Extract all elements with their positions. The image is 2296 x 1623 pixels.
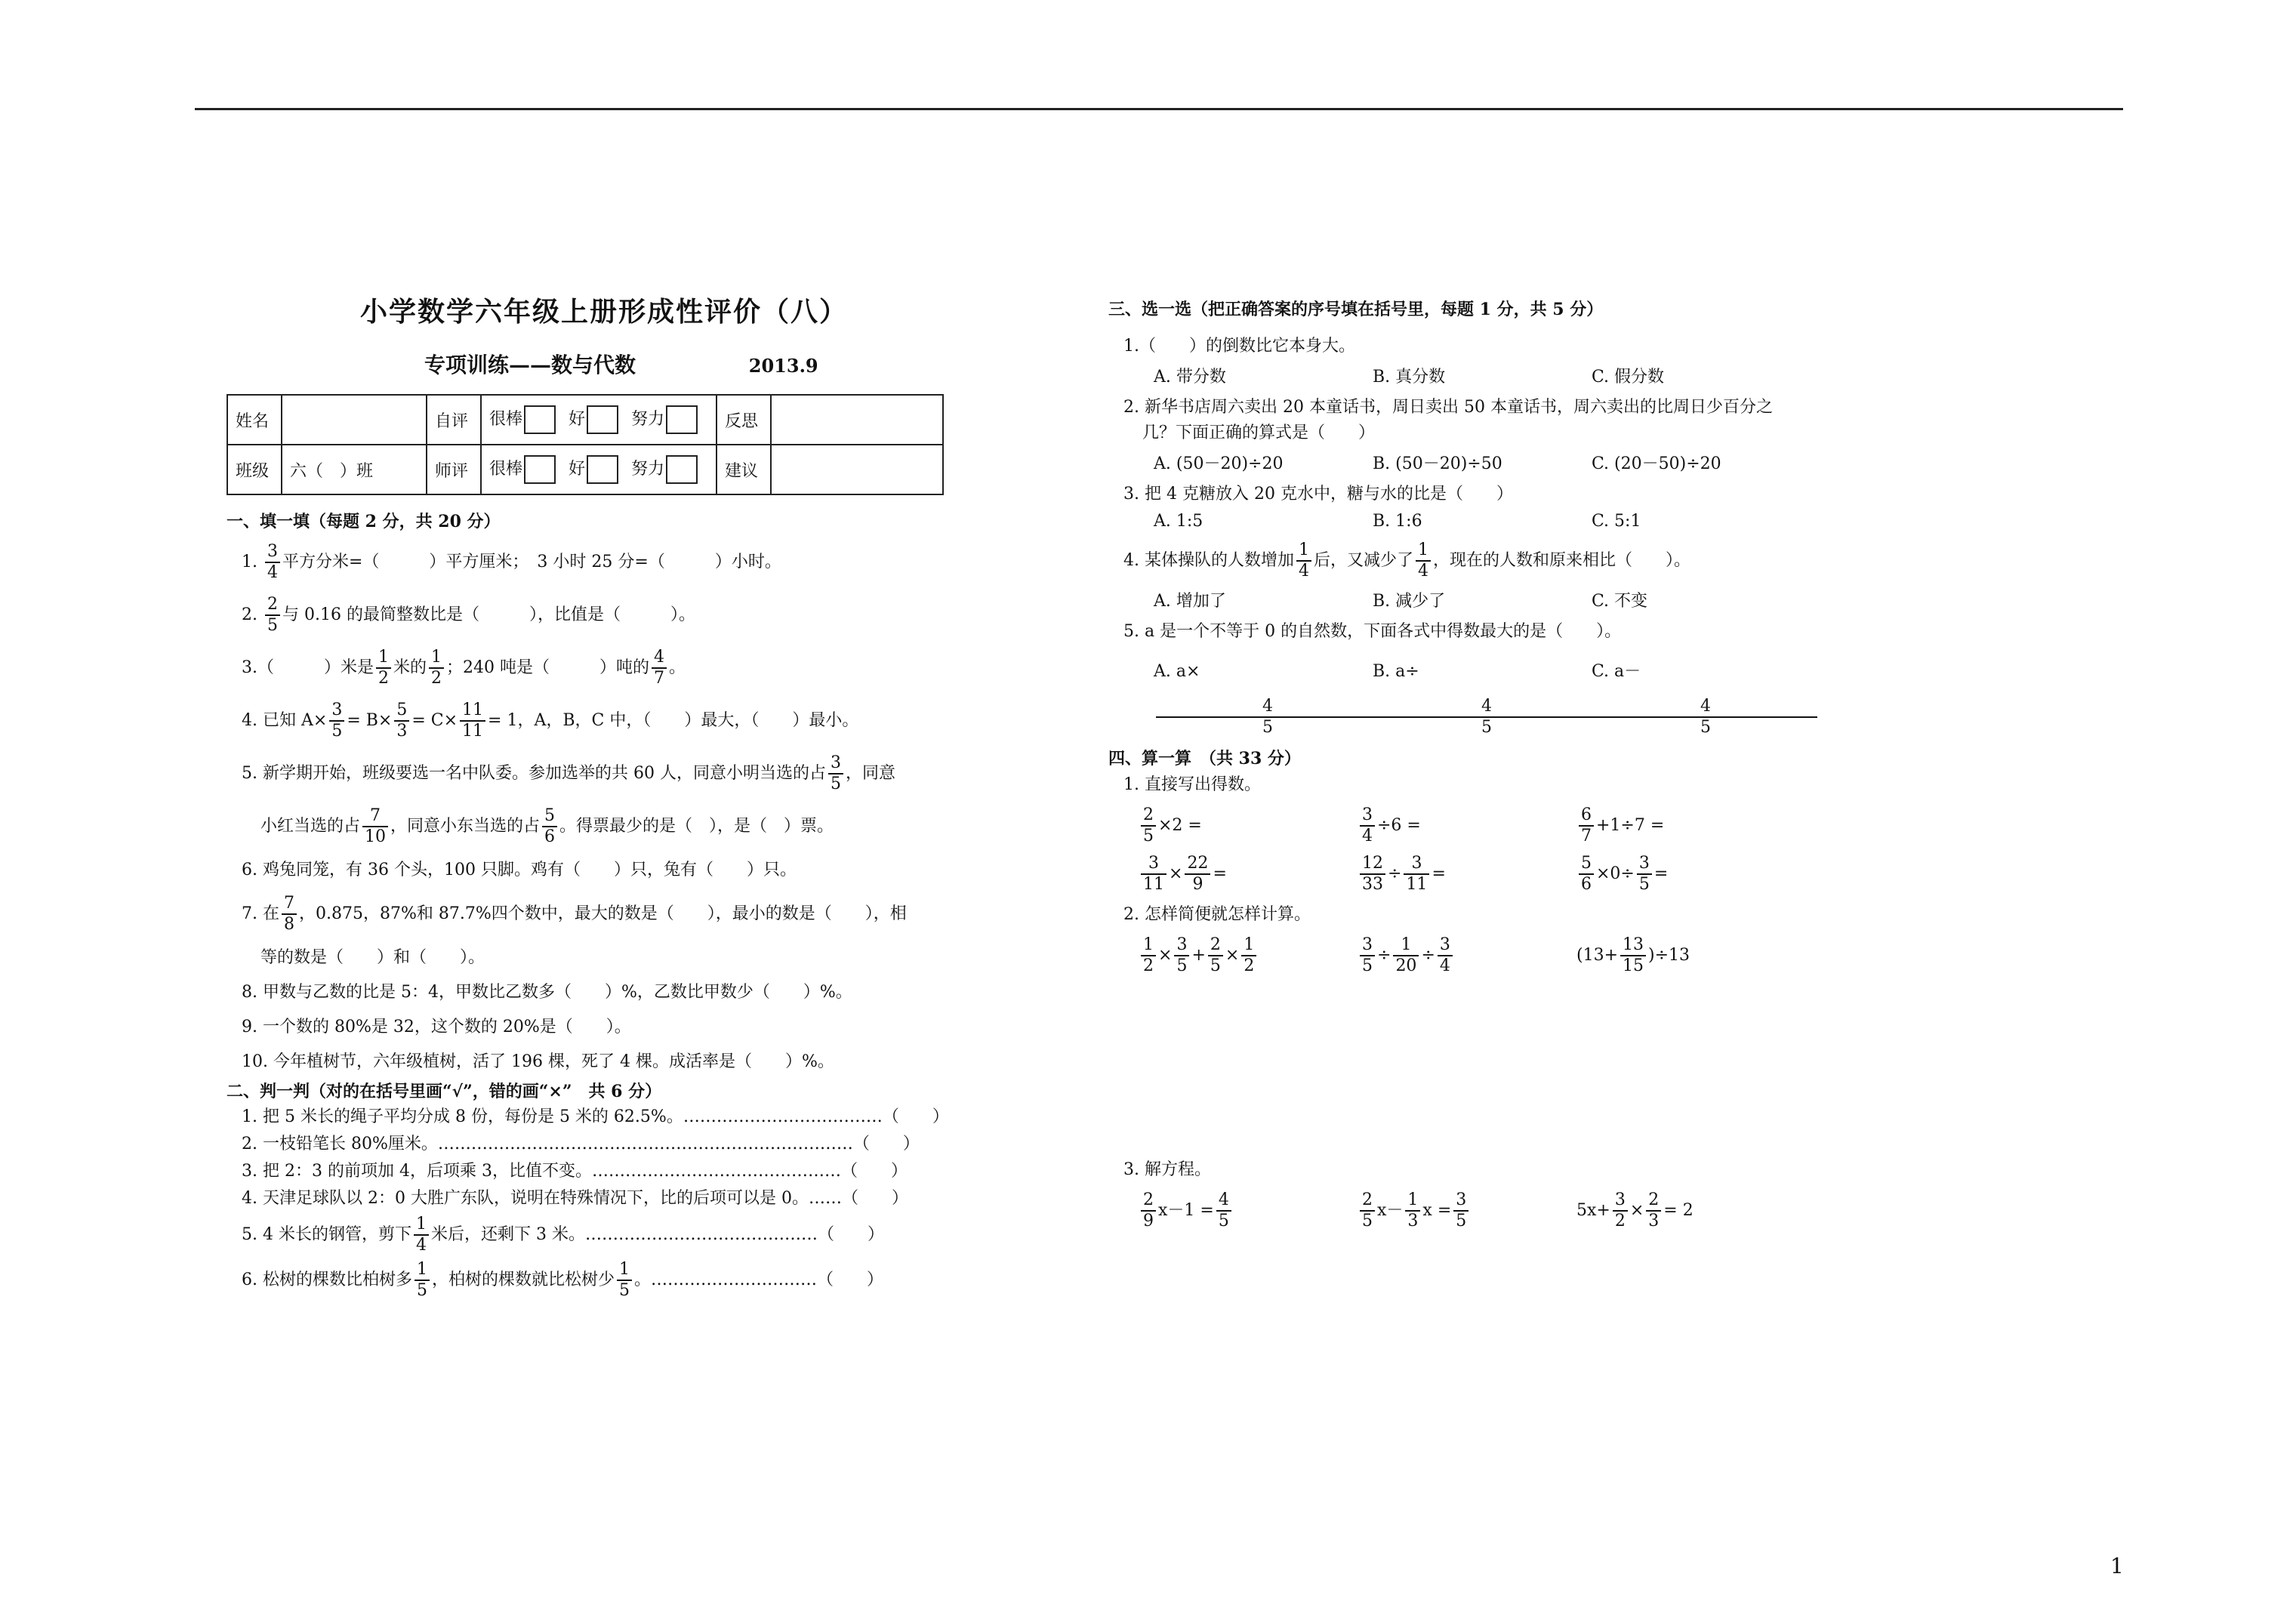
- q-text: ，同意小东当选的占: [390, 817, 541, 836]
- q-text: 小红当选的占: [260, 817, 361, 836]
- fraction: $\frac{1}{4}$: [1296, 540, 1311, 581]
- question-4: [227, 698, 951, 744]
- right-column: [1108, 291, 2060, 1231]
- judge-3: 3. 把 2：3 的前项加 4，后项乘 3，比值不变。………………………………………（ ）: [242, 1162, 908, 1181]
- choice-4-options: [1108, 588, 2060, 611]
- q-text: 6. 松树的棵数比柏树多: [242, 1270, 412, 1289]
- fraction: $\frac{1}{5}$: [415, 1260, 430, 1301]
- fraction: $\frac{22}{9}$: [1185, 854, 1210, 895]
- fraction: $\frac{1}{3}$: [1405, 1190, 1420, 1231]
- choice-3: 3. 把 4 克糖放入 20 克水中，糖与水的比是（ ）: [1123, 485, 1513, 504]
- info-table: [227, 394, 944, 495]
- q-text: 5. 新学期开始，班级要选一名中队委。参加选举的共 60 人，同意小明当选的占: [242, 764, 826, 783]
- page-number: 1: [2110, 1554, 2124, 1578]
- option-b[interactable]: B. 减少了: [1373, 592, 1446, 611]
- expr: $\frac{1}{2}$ × $\frac{3}{5}$ + $\frac{2}{5}$ × $\frac{1}{2}$: [1139, 935, 1358, 976]
- fraction: $\frac{3}{5}$: [1637, 854, 1652, 895]
- option-a[interactable]: A. 带分数: [1154, 368, 1226, 387]
- expr: $\frac{2}{5}$ ×2 =: [1139, 805, 1358, 846]
- expr: $\frac{6}{7}$ +1÷7 =: [1576, 805, 1795, 846]
- fraction: $\frac{3}{5}$: [1360, 935, 1375, 976]
- fraction: $\frac{2}{5}$: [1141, 805, 1156, 846]
- page-title: 小学数学六年级上册形成性评价（八）: [359, 296, 848, 328]
- judge-6: [227, 1258, 951, 1303]
- fraction: $\frac{1}{2}$: [1141, 935, 1156, 976]
- fraction: $\frac{2}{5}$: [265, 595, 280, 636]
- q-text: 米的: [393, 658, 427, 677]
- page-subtitle: [424, 349, 951, 379]
- equation: 5x+ $\frac{3}{2}$ × $\frac{2}{3}$ = 2: [1576, 1190, 1693, 1230]
- choice-2-options: [1108, 451, 2060, 474]
- try-box[interactable]: [666, 455, 698, 484]
- question-5-cont: [227, 804, 951, 849]
- q-text: ，同意: [845, 764, 895, 783]
- fraction: $\frac{4}{5}$: [1156, 697, 1375, 738]
- fraction: $\frac{2}{5}$: [1360, 1190, 1375, 1231]
- fraction: $\frac{3}{4}$: [1360, 805, 1375, 846]
- expr: $\frac{3}{11}$ × $\frac{22}{9}$ =: [1139, 854, 1358, 895]
- great-box[interactable]: [524, 455, 556, 484]
- name-label: 姓名: [227, 395, 282, 445]
- expr: (13+ $\frac{13}{15}$ )÷13: [1576, 935, 1690, 975]
- choice-5-options: [1108, 649, 2060, 740]
- option-c[interactable]: C. 5:1: [1592, 512, 1641, 531]
- section-choose: 三、选一选（把正确答案的序号填在括号里，每题 1 分，共 5 分）: [1108, 300, 1604, 319]
- class-label: 班级: [227, 445, 282, 494]
- option-c[interactable]: C. (20－50)÷20: [1592, 454, 1721, 473]
- option-text: B. a÷: [1373, 662, 1419, 681]
- try-label: 努力: [631, 410, 665, 429]
- fraction: $\frac{4}{5}$: [1216, 1190, 1231, 1231]
- fraction: $\frac{13}{15}$: [1620, 935, 1646, 976]
- choice-1-options: [1108, 364, 2060, 387]
- option-a[interactable]: A. 增加了: [1154, 592, 1226, 611]
- teacher-eval-label: 师评: [427, 445, 481, 494]
- question-7: [227, 892, 951, 937]
- fraction: $\frac{7}{8}$: [282, 894, 297, 935]
- judge-1: 1. 把 5 米长的绳子平均分成 8 份，每份是 5 米的 62.5%。………………………………（ ）: [242, 1107, 949, 1126]
- fraction: $\frac{1}{20}$: [1393, 935, 1419, 976]
- q-number: 1.: [242, 553, 257, 571]
- choice-2-cont: 几？下面正确的算式是（ ）: [1142, 423, 1376, 442]
- fraction: $\frac{5}{6}$: [1579, 854, 1594, 895]
- great-label: 很棒: [489, 410, 523, 429]
- good-box[interactable]: [587, 455, 618, 484]
- class-value[interactable]: 六（ ）班: [282, 445, 427, 494]
- expr: $\frac{3}{4}$ ÷6 =: [1358, 805, 1576, 846]
- expr: $\frac{5}{6}$ ×0÷ $\frac{3}{5}$ =: [1576, 854, 1795, 895]
- question-5: [227, 751, 951, 796]
- q-text: 米后，还剩下 3 米。……………………………………（ ）: [430, 1225, 884, 1244]
- equation: $\frac{2}{9}$ x－1 = $\frac{4}{5}$: [1139, 1190, 1358, 1231]
- section-fill-in: 一、填一填（每题 2 分，共 20 分）: [227, 512, 501, 531]
- question-6: 6. 鸡兔同笼，有 36 个头，100 只脚。鸡有（ ）只，兔有（ ）只。: [242, 861, 797, 879]
- fraction: $\frac{1}{2}$: [376, 648, 391, 688]
- fraction: $\frac{5}{6}$: [542, 806, 557, 847]
- teacher-eval-boxes: [481, 445, 717, 494]
- good-label: 好: [569, 460, 586, 479]
- fraction: $\frac{7}{10}$: [362, 806, 388, 847]
- option-b[interactable]: B. 1:6: [1373, 512, 1422, 531]
- question-10: 10. 今年植树节，六年级植树，活了 196 棵，死了 4 棵。成活率是（ ）%。: [242, 1052, 834, 1071]
- q-text: = 1，A，B，C 中，（ ）最大，（ ）最小。: [488, 711, 859, 730]
- q-text: 4. 某体操队的人数增加: [1123, 551, 1294, 570]
- q-text: 与 0.16 的最简整数比是（ ），比值是（ ）。: [282, 605, 695, 624]
- fraction: $\frac{3}{4}$: [1438, 935, 1453, 976]
- option-c[interactable]: [1592, 649, 1811, 740]
- judge-5: [227, 1212, 951, 1258]
- fraction: $\frac{3}{4}$: [265, 542, 280, 583]
- suggest-label: 建议: [717, 445, 771, 494]
- option-c[interactable]: C. 假分数: [1592, 368, 1665, 387]
- q-text: ，柏树的棵数就比松树少: [431, 1270, 615, 1289]
- option-b[interactable]: [1373, 649, 1592, 740]
- question-2: [227, 593, 951, 638]
- fraction: $\frac{1}{2}$: [1241, 935, 1256, 976]
- q-text: = C×: [411, 711, 458, 730]
- option-a[interactable]: A. 1:5: [1154, 512, 1203, 531]
- try-label: 努力: [631, 460, 665, 479]
- section-calculate: 四、算一算 （共 33 分）: [1108, 749, 1301, 768]
- choice-1: 1.（ ）的倒数比它本身大。: [1123, 337, 1355, 356]
- q-text: = B×: [347, 711, 393, 730]
- fraction: $\frac{3}{5}$: [1174, 935, 1189, 976]
- question-3: [227, 645, 951, 691]
- choice-3-options: [1108, 512, 2060, 531]
- q-text: ，0.875，87%和 87.7%四个数中，最大的数是（ ），最小的数是（ ），相: [298, 904, 907, 923]
- q-text: 。…………………………（ ）: [634, 1270, 884, 1289]
- equation: $\frac{2}{5}$ x－ $\frac{1}{3}$ x = $\frac{3}{5}$: [1358, 1190, 1576, 1231]
- fraction: $\frac{4}{7}$: [652, 648, 667, 688]
- option-b[interactable]: B. (50－20)÷50: [1373, 454, 1502, 473]
- fraction: $\frac{1}{4}$: [1416, 540, 1431, 581]
- fraction: $\frac{5}{3}$: [394, 701, 409, 741]
- q-text: ，现在的人数和原来相比（ ）。: [1433, 551, 1691, 570]
- calc-row-3: [1108, 935, 2060, 976]
- left-column: [227, 291, 951, 1303]
- top-rule: [195, 108, 2123, 110]
- question-7-cont: 等的数是（ ）和（ ）。: [260, 948, 485, 967]
- suggest-field[interactable]: [771, 445, 943, 494]
- option-text: A. a×: [1154, 662, 1200, 681]
- great-box[interactable]: [524, 405, 556, 434]
- fraction: $\frac{3}{5}$: [1453, 1190, 1469, 1231]
- question-1: [227, 540, 951, 585]
- expr: $\frac{12}{33}$ ÷ $\frac{3}{11}$ =: [1358, 854, 1576, 895]
- self-eval-label: 自评: [427, 395, 481, 445]
- great-label: 很棒: [489, 460, 523, 479]
- fraction: $\frac{3}{2}$: [1613, 1190, 1628, 1231]
- question-8: 8. 甲数与乙数的比是 5：4，甲数比乙数多（ ）%，乙数比甲数少（ ）%。: [242, 983, 852, 1002]
- q-text: 5. 4 米长的钢管，剪下: [242, 1225, 411, 1244]
- choice-4: [1108, 538, 2060, 584]
- judge-4: 4. 天津足球队以 2：0 大胜广东队，说明在特殊情况下，比的后项可以是 0。……（ ）: [242, 1189, 908, 1208]
- option-a[interactable]: A. (50－20)÷20: [1154, 454, 1284, 473]
- reflect-field[interactable]: [771, 395, 943, 445]
- question-9: 9. 一个数的 80%是 32，这个数的 20%是（ ）。: [242, 1018, 631, 1036]
- reflect-label: 反思: [717, 395, 771, 445]
- good-label: 好: [569, 410, 586, 429]
- date-text: 2013.9: [748, 355, 818, 377]
- self-eval-boxes: [481, 395, 717, 445]
- option-b[interactable]: B. 真分数: [1373, 368, 1446, 387]
- section-judge: 二、判一判（对的在括号里画“√”，错的画“×” 共 6 分）: [227, 1082, 662, 1101]
- try-box[interactable]: [666, 405, 698, 434]
- fraction: $\frac{11}{11}$: [460, 701, 485, 741]
- option-c[interactable]: C. 不变: [1592, 592, 1648, 611]
- calc-part-3: 3. 解方程。: [1123, 1160, 1211, 1179]
- fraction: $\frac{2}{9}$: [1141, 1190, 1156, 1231]
- q-text: 3.（ ）米是: [242, 658, 374, 677]
- name-field[interactable]: [282, 395, 427, 445]
- fraction: $\frac{4}{5}$: [1594, 697, 1813, 738]
- calc-part-1: 1. 直接写出得数。: [1123, 775, 1261, 794]
- fraction: $\frac{1}{2}$: [429, 648, 444, 688]
- choice-5: 5. a 是一个不等于 0 的自然数，下面各式中得数最大的是（ ）。: [1123, 622, 1622, 641]
- fraction: $\frac{6}{7}$: [1579, 805, 1594, 846]
- q-text: 7. 在: [242, 904, 279, 923]
- fraction: $\frac{3}{5}$: [828, 753, 843, 794]
- subtitle-text: 专项训练——数与代数: [424, 353, 636, 377]
- fraction: $\frac{3}{5}$: [329, 701, 344, 741]
- calc-row-2: [1108, 854, 2060, 895]
- q-text: 平方分米=（ ）平方厘米； 3 小时 25 分=（ ）小时。: [282, 553, 781, 571]
- q-text: 。: [669, 658, 686, 677]
- fraction: $\frac{2}{3}$: [1646, 1190, 1661, 1231]
- option-a[interactable]: [1154, 649, 1373, 740]
- q-text: ；240 吨是（ ）吨的: [446, 658, 650, 677]
- fraction: $\frac{3}{11}$: [1404, 854, 1429, 895]
- fraction: $\frac{12}{33}$: [1360, 854, 1385, 895]
- good-box[interactable]: [587, 405, 618, 434]
- q-text: 。得票最少的是（ ），是（ ）票。: [559, 817, 834, 836]
- choice-2: 2. 新华书店周六卖出 20 本童话书，周日卖出 50 本童话书，周六卖出的比周日少百分之: [1123, 398, 1773, 417]
- fraction: $\frac{4}{5}$: [1375, 697, 1594, 738]
- calc-row-1: [1108, 805, 2060, 846]
- fraction: $\frac{1}{4}$: [414, 1215, 429, 1255]
- judge-2: 2. 一枝铅笔长 80%厘米。…………………………………………………………………（ ）: [242, 1135, 920, 1153]
- fraction: $\frac{1}{5}$: [617, 1260, 632, 1301]
- q-number: 2.: [242, 605, 257, 624]
- equation-row: [1108, 1190, 2060, 1231]
- expr: $\frac{3}{5}$ ÷ $\frac{1}{20}$ ÷ $\frac{3}{4}$: [1358, 935, 1576, 976]
- calc-part-2: 2. 怎样简便就怎样计算。: [1123, 905, 1311, 924]
- q-text: 后，又减少了: [1313, 551, 1413, 570]
- fraction: $\frac{3}{11}$: [1141, 854, 1166, 895]
- fraction: $\frac{2}{5}$: [1208, 935, 1223, 976]
- option-text: C. a－: [1592, 662, 1641, 681]
- q-text: 4. 已知 A×: [242, 711, 328, 730]
